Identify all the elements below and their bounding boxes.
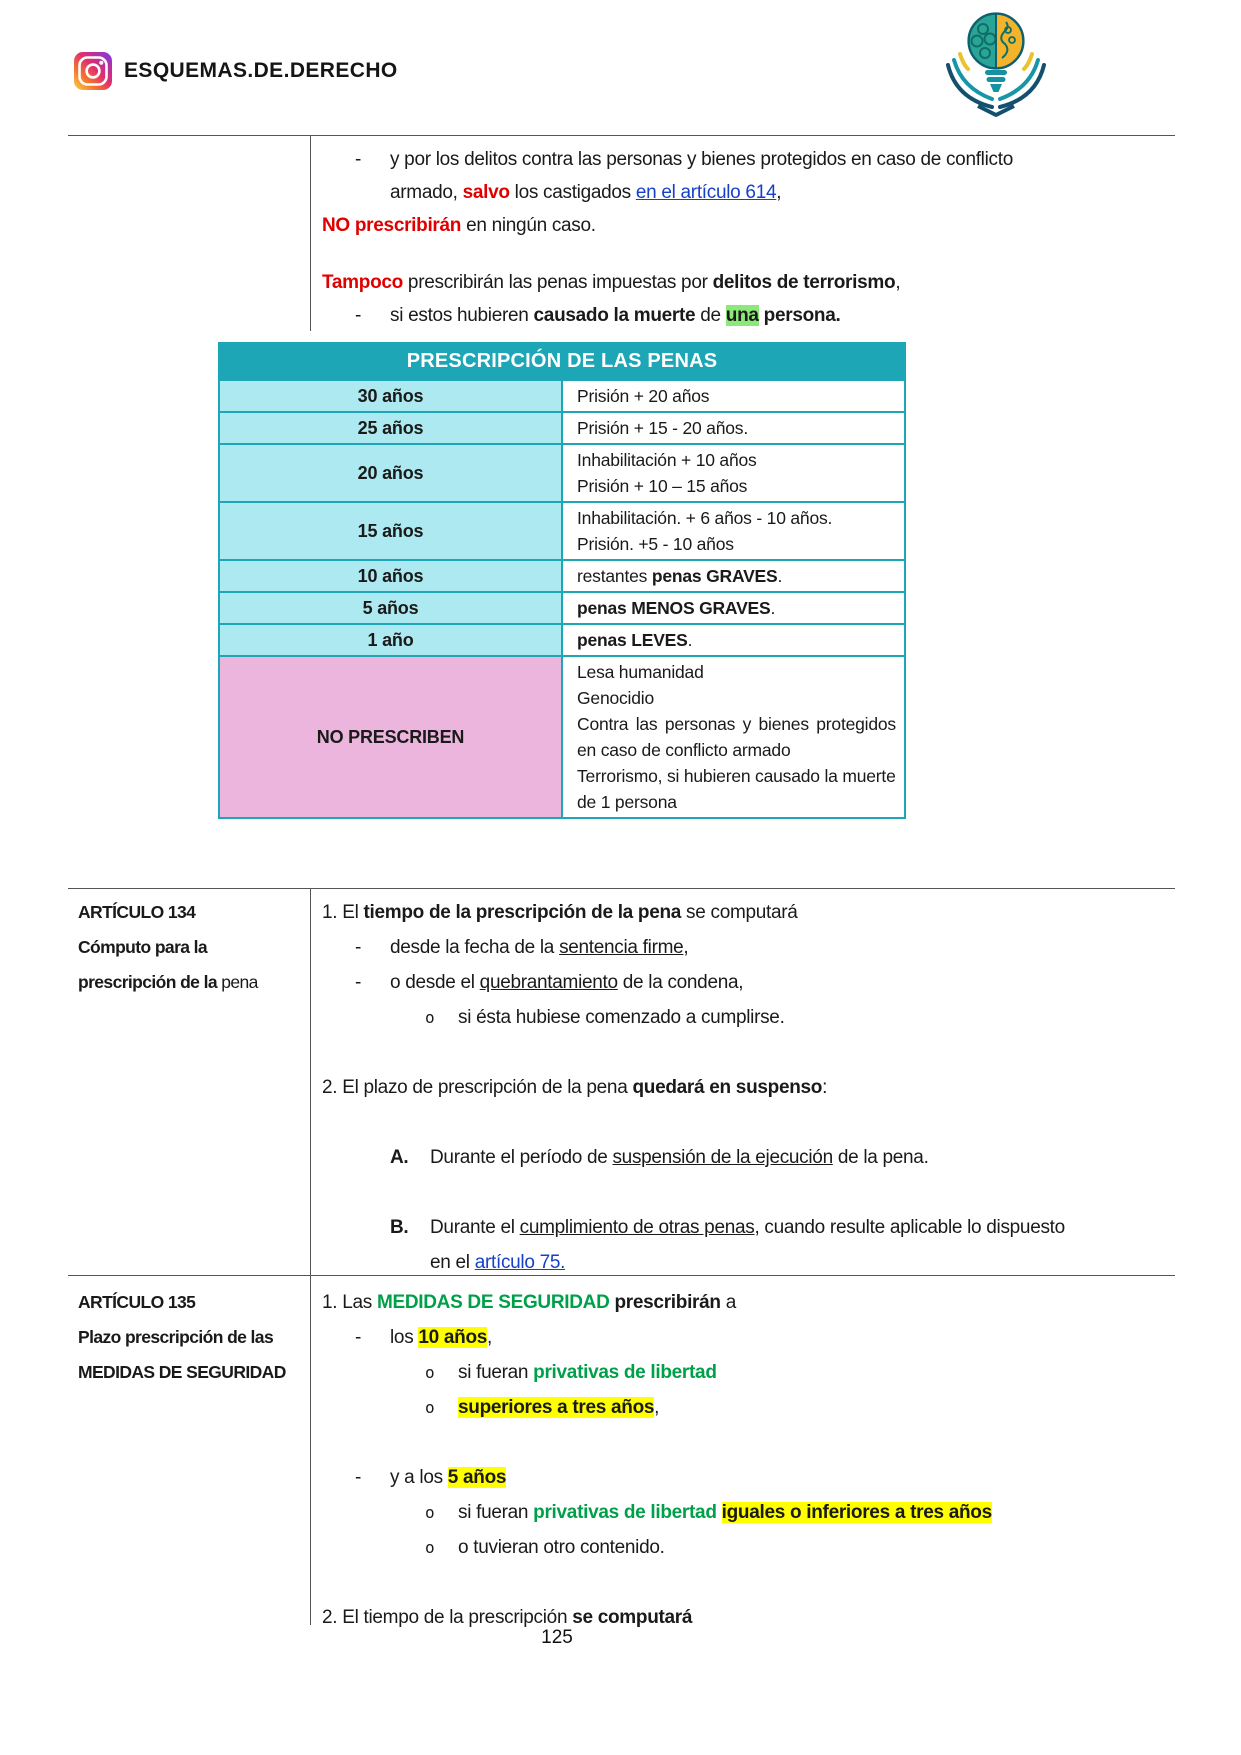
section-divider bbox=[68, 1275, 1175, 1276]
article-134-heading bbox=[78, 895, 304, 1000]
text-segment: de la pena. bbox=[832, 1147, 929, 1168]
article-135-heading bbox=[78, 1285, 304, 1390]
text-segment: Inhabilitación + 10 años bbox=[577, 450, 757, 470]
text-segment: ARTÍCULO 134 bbox=[78, 902, 196, 922]
text-segment: en ningún caso. bbox=[461, 215, 596, 236]
bullet-item bbox=[322, 965, 1097, 1000]
text-segment: Tampoco bbox=[322, 272, 403, 293]
text-segment: Prisión + 10 – 15 años bbox=[577, 476, 748, 496]
penalty-cell bbox=[562, 656, 905, 818]
text-segment: MEDIDAS DE SEGURIDAD bbox=[78, 1362, 286, 1382]
text-line bbox=[458, 1530, 1097, 1565]
text-segment: si ésta hubiese comenzado a cumplirse. bbox=[458, 1007, 785, 1028]
text-line bbox=[390, 176, 1097, 209]
table-title: PRESCRIPCIÓN DE LAS PENAS bbox=[219, 343, 905, 380]
bullet-item bbox=[322, 1390, 1097, 1425]
table-row bbox=[219, 560, 905, 592]
text-segment: Inhabilitación. + 6 años - 10 años. bbox=[577, 508, 833, 528]
penalty-cell bbox=[562, 444, 905, 502]
instagram-icon bbox=[74, 52, 112, 90]
text-segment: penas GRAVES bbox=[651, 566, 778, 586]
column-divider bbox=[310, 1275, 311, 1625]
text-segment: sentencia firme bbox=[559, 937, 684, 958]
text-segment: prescribirán bbox=[614, 1292, 721, 1313]
text-segment: , cuando resulte aplicable lo dispuesto bbox=[754, 1217, 1065, 1238]
text-line bbox=[390, 1320, 1097, 1355]
circle-bullet: o bbox=[425, 1008, 435, 1027]
inline-link[interactable]: en el artículo 614 bbox=[635, 182, 777, 203]
text-segment: a bbox=[720, 1292, 736, 1313]
text-line bbox=[322, 1070, 1097, 1105]
text-segment: prescripción de la bbox=[78, 972, 217, 992]
text-segment: 10 años bbox=[418, 1327, 488, 1348]
table-row bbox=[219, 380, 905, 412]
text-line bbox=[390, 930, 1097, 965]
text-segment: de bbox=[695, 305, 726, 326]
text-line bbox=[577, 595, 896, 621]
text-segment: prescribirán las penas impuestas por bbox=[402, 272, 713, 293]
text-segment: o tuvieran otro contenido. bbox=[458, 1537, 665, 1558]
text-segment: penas LEVES bbox=[577, 630, 688, 650]
text-segment: una bbox=[725, 305, 759, 326]
bullet-item bbox=[322, 299, 1097, 332]
text-line bbox=[430, 1140, 1097, 1175]
text-segment: 1. El bbox=[322, 902, 364, 923]
text-segment: Contra las personas y bienes protegidos en caso de conflicto armado bbox=[577, 714, 896, 760]
text-segment: si estos hubieren bbox=[390, 305, 534, 326]
article-title-line bbox=[78, 930, 304, 965]
bullet-item bbox=[322, 1530, 1097, 1565]
text-segment: de la condena, bbox=[617, 972, 744, 993]
text-line bbox=[577, 473, 896, 499]
column-divider bbox=[310, 888, 311, 1275]
bullet-item bbox=[322, 143, 1097, 209]
prescription-table bbox=[218, 342, 906, 819]
article-title-line bbox=[78, 965, 304, 1000]
term-cell: 1 año bbox=[219, 624, 562, 656]
term-cell: 10 años bbox=[219, 560, 562, 592]
section-divider bbox=[68, 135, 1175, 136]
text-segment: suspensión de la ejecución bbox=[612, 1147, 833, 1168]
text-line bbox=[577, 659, 896, 685]
text-segment: , bbox=[487, 1327, 493, 1348]
text-segment: si fueran bbox=[458, 1502, 534, 1523]
bullet-item bbox=[322, 1000, 1097, 1035]
inline-link[interactable]: artículo 75. bbox=[474, 1252, 566, 1273]
term-cell: 5 años bbox=[219, 592, 562, 624]
text-segment: . bbox=[777, 566, 783, 586]
text-segment: 2. El plazo de prescripción de la pena bbox=[322, 1077, 633, 1098]
text-line bbox=[577, 415, 896, 441]
text-segment: y a los bbox=[390, 1467, 448, 1488]
text-segment: Terrorismo, si hubieren causado la muerte de 1 persona bbox=[577, 766, 896, 812]
continuation-section bbox=[322, 143, 1097, 332]
table-row bbox=[219, 444, 905, 502]
lettered-item bbox=[322, 1140, 1097, 1175]
text-line bbox=[577, 711, 896, 763]
text-line bbox=[390, 965, 1097, 1000]
bullet-item bbox=[322, 930, 1097, 965]
text-segment: NO prescribirán bbox=[322, 215, 462, 236]
text-line bbox=[322, 209, 1097, 242]
term-cell: 25 años bbox=[219, 412, 562, 444]
table-row bbox=[219, 592, 905, 624]
dash-bullet: - bbox=[355, 1467, 362, 1488]
term-cell: 30 años bbox=[219, 380, 562, 412]
text-line bbox=[458, 1000, 1097, 1035]
penalty-cell bbox=[562, 560, 905, 592]
circle-bullet: o bbox=[425, 1503, 435, 1522]
term-cell: NO PRESCRIBEN bbox=[219, 656, 562, 818]
text-line bbox=[577, 563, 896, 589]
text-segment: persona bbox=[763, 305, 836, 326]
text-segment: . bbox=[835, 305, 841, 326]
text-segment: superiores a tres años bbox=[458, 1397, 655, 1418]
text-segment: Prisión. +5 - 10 años bbox=[577, 534, 734, 554]
penalty-cell bbox=[562, 502, 905, 560]
text-segment: 1. Las bbox=[322, 1292, 377, 1313]
dash-bullet: - bbox=[355, 149, 362, 170]
text-segment: ARTÍCULO 135 bbox=[78, 1292, 196, 1312]
text-line bbox=[322, 1285, 1097, 1320]
bullet-item bbox=[322, 1460, 1097, 1495]
circle-bullet: o bbox=[425, 1538, 435, 1557]
text-segment: . bbox=[770, 598, 776, 618]
table-row bbox=[219, 412, 905, 444]
text-line bbox=[322, 895, 1097, 930]
text-line bbox=[577, 627, 896, 653]
text-segment: pena bbox=[216, 972, 258, 992]
article-title-line bbox=[78, 1320, 304, 1355]
text-segment: : bbox=[822, 1077, 828, 1098]
text-line bbox=[430, 1210, 1097, 1245]
text-segment: Cómputo para la bbox=[78, 937, 208, 957]
table-row-no-prescriben bbox=[219, 656, 905, 818]
text-line bbox=[322, 266, 1097, 299]
text-line bbox=[577, 531, 896, 557]
text-segment: 5 años bbox=[447, 1467, 507, 1488]
brand bbox=[74, 52, 398, 90]
text-line bbox=[577, 447, 896, 473]
dash-bullet: - bbox=[355, 1327, 362, 1348]
article-number bbox=[78, 1285, 304, 1320]
text-segment: , bbox=[776, 182, 782, 203]
text-segment: o desde el bbox=[390, 972, 480, 993]
dash-bullet: - bbox=[355, 937, 362, 958]
text-segment: , bbox=[683, 937, 689, 958]
text-segment: quedará en suspenso bbox=[632, 1077, 823, 1098]
text-segment: , bbox=[654, 1397, 660, 1418]
text-segment: si fueran bbox=[458, 1362, 534, 1383]
text-line bbox=[458, 1355, 1097, 1390]
text-segment: 2. El tiempo de la prescripción bbox=[322, 1607, 573, 1628]
text-segment: privativas de libertad bbox=[533, 1502, 717, 1523]
letter-bullet: B. bbox=[390, 1217, 409, 1238]
penalty-cell bbox=[562, 592, 905, 624]
dash-bullet: - bbox=[355, 972, 362, 993]
text-segment: tiempo de la prescripción de la pena bbox=[363, 902, 682, 923]
table-row bbox=[219, 624, 905, 656]
text-segment: los bbox=[390, 1327, 419, 1348]
bullet-item bbox=[322, 1355, 1097, 1390]
article-title-line bbox=[78, 1355, 304, 1390]
text-segment: privativas de libertad bbox=[533, 1362, 717, 1383]
text-line bbox=[577, 505, 896, 531]
text-segment: causado la muerte bbox=[533, 305, 696, 326]
text-segment: iguales o inferiores a tres años bbox=[721, 1502, 992, 1523]
penalty-cell bbox=[562, 380, 905, 412]
circle-bullet: o bbox=[425, 1363, 435, 1382]
bullet-item bbox=[322, 1495, 1097, 1530]
section-divider bbox=[68, 888, 1175, 889]
text-segment: MEDIDAS DE SEGURIDAD bbox=[376, 1292, 610, 1313]
text-line bbox=[577, 763, 896, 815]
circle-bullet: o bbox=[425, 1398, 435, 1417]
text-segment: y por los delitos contra las personas y bienes protegidos en caso de conflicto bbox=[390, 149, 1013, 170]
term-cell: 15 años bbox=[219, 502, 562, 560]
text-segment: delitos de terrorismo bbox=[712, 272, 896, 293]
text-segment: cumplimiento de otras penas bbox=[519, 1217, 755, 1238]
text-line bbox=[390, 1460, 1097, 1495]
text-segment: Genocidio bbox=[577, 688, 655, 708]
text-segment: Lesa humanidad bbox=[577, 662, 704, 682]
text-line bbox=[577, 685, 896, 711]
text-line bbox=[390, 299, 1097, 332]
text-segment: desde la fecha de la bbox=[390, 937, 560, 958]
text-segment: en el bbox=[430, 1252, 475, 1273]
text-segment: Prisión + 15 - 20 años. bbox=[577, 418, 748, 438]
penalty-cell bbox=[562, 624, 905, 656]
letter-bullet: A. bbox=[390, 1147, 409, 1168]
text-segment: se computará bbox=[572, 1607, 693, 1628]
text-segment: . bbox=[687, 630, 693, 650]
table-row bbox=[219, 502, 905, 560]
text-line bbox=[458, 1495, 1097, 1530]
article-134-body bbox=[322, 895, 1097, 1280]
text-segment: Prisión + 20 años bbox=[577, 386, 710, 406]
text-segment: penas MENOS GRAVES bbox=[577, 598, 771, 618]
text-segment: los castigados bbox=[509, 182, 636, 203]
text-line bbox=[577, 383, 896, 409]
text-segment: Durante el bbox=[430, 1217, 520, 1238]
dash-bullet: - bbox=[355, 305, 362, 326]
text-segment: restantes bbox=[577, 566, 652, 586]
article-135-body bbox=[322, 1285, 1097, 1635]
brain-bulb-book-logo bbox=[936, 8, 1056, 125]
text-segment: Plazo prescripción de las bbox=[78, 1327, 274, 1347]
column-divider bbox=[310, 135, 311, 331]
text-segment: armado, bbox=[390, 182, 463, 203]
lettered-item bbox=[322, 1210, 1097, 1280]
text-segment: quebrantamiento bbox=[479, 972, 618, 993]
text-segment bbox=[717, 1502, 722, 1523]
penalty-cell bbox=[562, 412, 905, 444]
text-segment: salvo bbox=[462, 182, 510, 203]
text-segment: se computará bbox=[681, 902, 798, 923]
article-number bbox=[78, 895, 304, 930]
bullet-item bbox=[322, 1320, 1097, 1355]
term-cell: 20 años bbox=[219, 444, 562, 502]
text-line bbox=[390, 143, 1097, 176]
text-segment: Durante el período de bbox=[430, 1147, 613, 1168]
text-line bbox=[458, 1390, 1097, 1425]
page-number: 125 bbox=[541, 1627, 573, 1648]
text-segment: , bbox=[895, 272, 901, 293]
brand-name: ESQUEMAS.DE.DERECHO bbox=[124, 59, 398, 82]
